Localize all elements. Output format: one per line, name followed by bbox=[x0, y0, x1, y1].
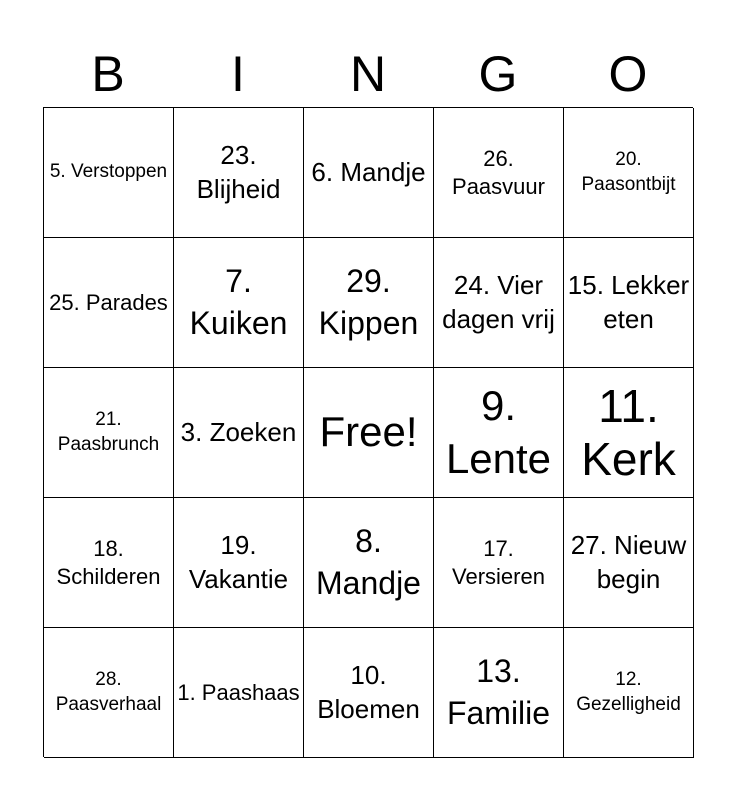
bingo-cell[interactable]: 17. Versieren bbox=[434, 498, 564, 628]
bingo-cell[interactable]: 8. Mandje bbox=[304, 498, 434, 628]
bingo-cell[interactable]: 11. Kerk bbox=[564, 368, 694, 498]
header-letter-i: I bbox=[231, 46, 245, 102]
bingo-cell[interactable]: 26. Paasvuur bbox=[434, 108, 564, 238]
bingo-cell[interactable]: 5. Verstoppen bbox=[44, 108, 174, 238]
bingo-cell[interactable]: 1. Paashaas bbox=[174, 628, 304, 758]
header-letter-b: B bbox=[91, 46, 125, 102]
bingo-cell[interactable]: 28. Paasverhaal bbox=[44, 628, 174, 758]
bingo-cell[interactable]: 27. Nieuw begin bbox=[564, 498, 694, 628]
free-space-cell[interactable]: Free! bbox=[304, 368, 434, 498]
bingo-cell[interactable]: 10. Bloemen bbox=[304, 628, 434, 758]
bingo-cell[interactable]: 15. Lekker eten bbox=[564, 238, 694, 368]
bingo-cell[interactable]: 29. Kippen bbox=[304, 238, 434, 368]
bingo-cell[interactable]: 12. Gezelligheid bbox=[564, 628, 694, 758]
bingo-cell[interactable]: 25. Parades bbox=[44, 238, 174, 368]
bingo-cell[interactable]: 23. Blijheid bbox=[174, 108, 304, 238]
bingo-cell[interactable]: 9. Lente bbox=[434, 368, 564, 498]
bingo-cell[interactable]: 6. Mandje bbox=[304, 108, 434, 238]
bingo-cell[interactable]: 3. Zoeken bbox=[174, 368, 304, 498]
bingo-cell[interactable]: 21. Paasbrunch bbox=[44, 368, 174, 498]
bingo-cell[interactable]: 18. Schilderen bbox=[44, 498, 174, 628]
bingo-cell[interactable]: 24. Vier dagen vrij bbox=[434, 238, 564, 368]
header-letter-o: O bbox=[608, 46, 648, 102]
bingo-cell[interactable]: 20. Paasontbijt bbox=[564, 108, 694, 238]
bingo-card-grid bbox=[43, 107, 693, 757]
bingo-header bbox=[43, 40, 693, 108]
bingo-cell[interactable]: 7. Kuiken bbox=[174, 238, 304, 368]
header-letter-g: G bbox=[478, 46, 518, 102]
bingo-cell[interactable]: 19. Vakantie bbox=[174, 498, 304, 628]
header-letter-n: N bbox=[349, 46, 387, 102]
bingo-cell[interactable]: 13. Familie bbox=[434, 628, 564, 758]
